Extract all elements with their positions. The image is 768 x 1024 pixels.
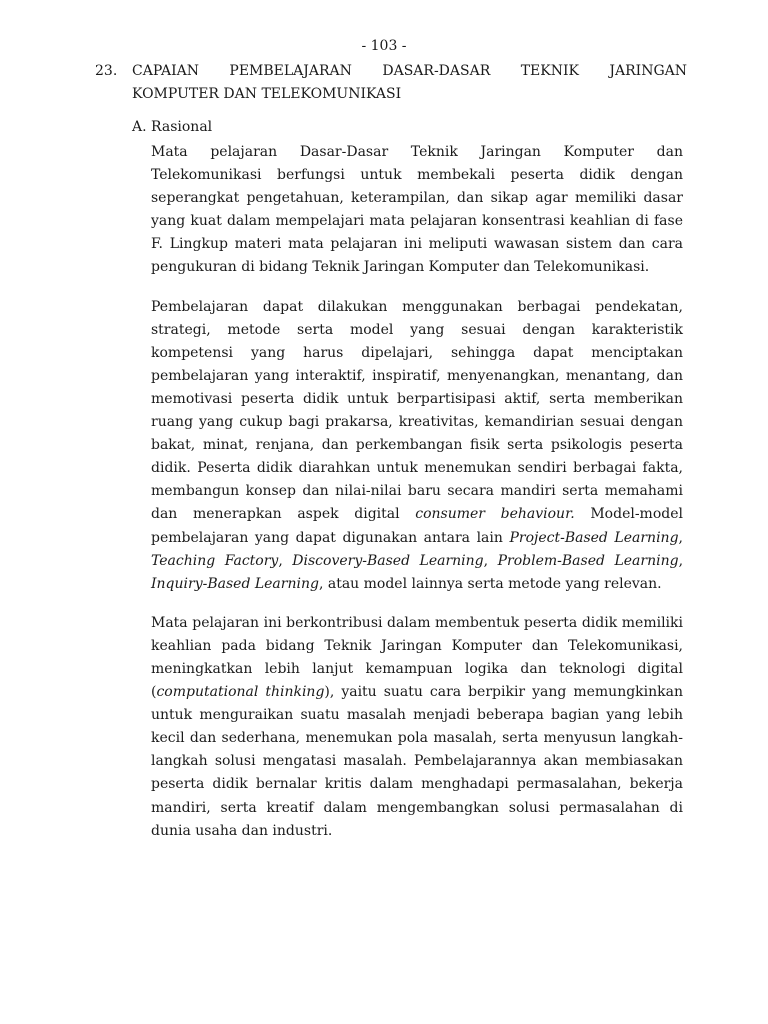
paragraph-2 bbox=[151, 296, 683, 596]
text-run: Model-model pembelajaran yang dapat digunakan antara lain bbox=[151, 506, 683, 546]
text-run: Mata pelajaran ini berkontribusi dalam membentuk peserta didik memiliki keahlian pada bidang Teknik Jaringan Komputer dan Telekomunikasi, meningkatkan lebih lanjut kemampuan logika dan teknologi digital ( bbox=[151, 614, 683, 701]
heading-title-line1: CAPAIAN PEMBELAJARAN DASAR-DASAR TEKNIK JARINGAN bbox=[132, 63, 687, 79]
section-heading bbox=[95, 60, 687, 106]
italic-term: computational thinking bbox=[156, 684, 325, 701]
italic-term: Problem-Based Learning bbox=[497, 552, 679, 569]
paragraph-3 bbox=[151, 612, 683, 843]
text-run: , bbox=[278, 552, 293, 569]
italic-term: consumer behaviour. bbox=[415, 506, 575, 523]
heading-title-line2: KOMPUTER DAN TELEKOMUNIKASI bbox=[132, 86, 402, 102]
page-number: - 103 - bbox=[361, 38, 407, 54]
text-run: ), yaitu suatu cara berpikir yang memungkinkan untuk menguraikan suatu masalah menjadi beberapa bagian yang lebih kecil dan sederhana, menemukan pola masalah, serta menyusun langkah- langkah solusi mengatasi masalah. Pembelajarannya akan membiasakan peserta didik bernalar kritis dalam menghadapi permasalahan, bekerja mandiri, serta kreatif dalam mengembangkan solusi permasalahan di dunia usaha dan industri. bbox=[151, 684, 684, 839]
heading-title bbox=[132, 60, 687, 106]
italic-term: Inquiry-Based Learning bbox=[151, 575, 319, 592]
text-run: , bbox=[483, 552, 498, 569]
text-run: , atau model lainnya serta metode yang relevan. bbox=[318, 575, 662, 592]
text-run: , bbox=[678, 529, 683, 546]
paragraph-1: Mata pelajaran Dasar-Dasar Teknik Jaringan Komputer dan Telekomunikasi berfungsi untuk membekali peserta didik dengan seperangkat pengetahuan, keterampilan, dan sikap agar memiliki dasar yang kuat dalam mempelajari mata pelajaran konsentrasi keahlian di fase F. Lingkup materi mata pelajaran ini meliputi wawasan sistem dan cara pengukuran di bidang Teknik Jaringan Komputer dan Telekomunikasi. bbox=[151, 144, 683, 276]
italic-term: Discovery-Based Learning bbox=[292, 552, 484, 569]
italic-term: Teaching Factory bbox=[151, 552, 279, 569]
text-run: Pembelajaran dapat dilakukan menggunakan berbagai pendekatan, strategi, metode serta model yang sesuai dengan karakteristik kompetensi yang harus dipelajari, sehingga dapat menciptakan pembelajaran yang interaktif, inspiratif, menyenangkan, menantang, dan memotivasi peserta didik untuk berpartisipasi aktif, serta memberikan ruang yang cukup bagi prakarsa, kreativitas, kemandirian sesuai dengan bakat, minat, renjana, dan perkembangan fisik serta psikologis peserta didik. Peserta didik diarahkan untuk menemukan sendiri berbagai fakta, membangun konsep dan nilai-nilai baru secara mandiri serta memahami dan menerapkan aspek digital bbox=[151, 298, 683, 523]
subsection-label: A. Rasional bbox=[132, 119, 213, 135]
body-text bbox=[151, 141, 683, 859]
text-run: , bbox=[678, 552, 684, 569]
italic-term: Project-Based Learning bbox=[509, 529, 679, 546]
heading-number: 23. bbox=[95, 63, 118, 79]
